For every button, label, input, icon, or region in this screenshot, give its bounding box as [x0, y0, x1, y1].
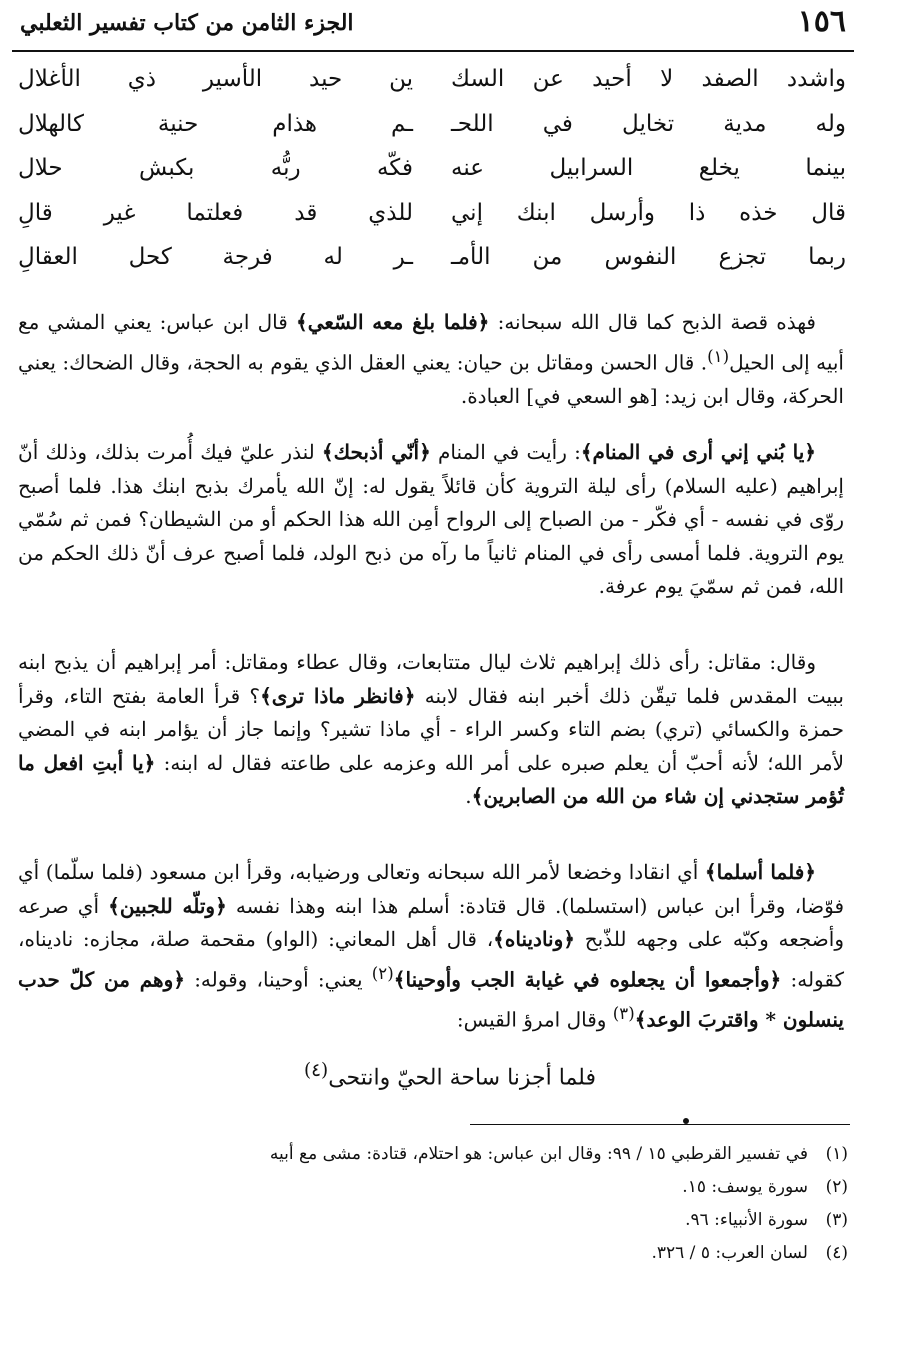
text-run: فهذه قصة الذبح كما قال الله سبحانه: — [489, 310, 816, 334]
verse-first-hemistich: قال خذه ذا وأرسل ابنك إني — [451, 199, 846, 226]
text-run: أي صرعه وأضجعه وكبّه على وجهه للذّبح — [18, 893, 844, 951]
text-run: لنذر عليّ فيك أُمرت بذلك، وذلك أنّ إبراهيم (عليه السلام) رأى ليلة التروية كأن قائلاً يقول له: إنّ الله يأمرك بذبح ابنك هذا. فلما أصبح روّى في نفسه - أي فكّر - من الصباح إلى الرواح أمِن الله هذا الحكم أو من الشيطان؟ فمن ثم سُمّي يوم التروية. فلما أمسى رأى في المنام ثانياً ما رآه من ذبح الولد، فلما أصبح عرف أنّ ذلك الحكم من الله، فمن ثم سمّيَ يوم عرفة. — [18, 440, 844, 598]
closing-verse-text: فلما أجزنا ساحة الحيّ وانتحى — [328, 1065, 596, 1091]
footnote-text: سورة يوسف: ١٥. — [682, 1177, 808, 1197]
paragraph-3 — [18, 646, 844, 814]
closing-verse — [200, 1060, 700, 1090]
text-run: ، قال أهل المعاني: (الواو) مقحمة صلة، مجازه: ناديناه، كقوله: — [18, 927, 845, 992]
verse-second-hemistich: ـم هذام حنية كالهلال — [18, 110, 413, 137]
quran-quote: ﴿فانظر ماذا ترى﴾ — [260, 683, 416, 708]
footnote-separator — [470, 1124, 850, 1125]
quran-quote: ﴿وهم من كلّ حدب ينسلون * واقتربَ الوعد﴾ — [18, 967, 844, 1032]
verse-second-hemistich: فكّه ربُّه بكبش حلال — [18, 155, 413, 181]
verse-second-hemistich: ـر له فرجة كحل العقالِ — [18, 244, 413, 270]
paragraph-4 — [18, 856, 844, 1037]
verse-first-hemistich: بينما يخلع السرابيل عنه — [451, 155, 846, 181]
paragraph-2 — [18, 436, 844, 604]
footnote-item — [20, 1204, 848, 1237]
quran-quote: ﴿وأجمعوا أن يجعلوه في غيابة الجب وأوحينا﴾ — [393, 967, 782, 992]
text-run: : رأيت في المنام — [430, 440, 581, 464]
footnote-ref: (٤) — [304, 1060, 329, 1081]
footnote-text: سورة الأنبياء: ٩٦. — [685, 1210, 808, 1230]
footnote-ref: (٣) — [612, 1003, 635, 1023]
quran-quote: ﴿وتلّه للجبين﴾ — [108, 893, 227, 918]
verse-first-hemistich: وله مدية تخايل في اللحـ — [451, 110, 846, 137]
verse-second-hemistich: للذي قد فعلتما غير قالِ — [18, 199, 413, 226]
quran-quote: ﴿يا أبتِ افعل ما تُؤمر ستجدني إن شاء من الله من الصابرين﴾ — [18, 750, 844, 808]
footnote-item — [20, 1237, 848, 1270]
text-run: وقال امرؤ القيس: — [456, 1007, 613, 1032]
quran-quote: ﴿وناديناه﴾ — [493, 927, 575, 951]
running-title: الجزء الثامن من كتاب تفسير الثعلبي — [20, 10, 354, 36]
footnote-text: في تفسير القرطبي ١٥ / ٩٩: وقال ابن عباس: هو احتلام، قتادة: مشى مع أبيه — [269, 1144, 808, 1164]
footnote-ref: (١) — [707, 346, 730, 366]
quran-quote: ﴿فلما أسلما﴾ — [704, 860, 816, 884]
text-run: وقال: مقاتل: رأى ذلك إبراهيم ثلاث ليال متتابعات، وقال عطاء ومقاتل: أمر إبراهيم أن يذبح ابنه ببيت المقدس فلما تيقّن ذلك أخبر ابنه فقال لابنه — [18, 650, 844, 708]
poem-verses — [12, 62, 854, 285]
verse-line — [12, 107, 854, 152]
quran-quote: ﴿يا بُني إني أرى في المنام﴾ — [580, 440, 816, 464]
footnote-number: (١) — [825, 1144, 848, 1164]
verse-line — [12, 151, 854, 196]
text-run: ؟ قرأ العامة بفتح التاء، وقرأ حمزة والكسائي (تري) بضم التاء وكسر الراء - أي ماذا تشير؟ وإنما جاز أن يؤامر ابنه في المضي لأمر الله؛ لأنه أحبّ أن يعلم صبره على أمر الله وعزمه على طاعته فقال له ابنه: — [18, 683, 845, 775]
footnote-item — [20, 1171, 848, 1204]
page-number: ١٥٦ — [797, 4, 846, 39]
quran-quote: ﴿فلما بلغ معه السّعي﴾ — [295, 310, 490, 334]
footnote-number: (٢) — [825, 1177, 848, 1197]
verse-line — [12, 62, 854, 107]
footnote-number: (٣) — [825, 1210, 848, 1230]
text-run: . قال الحسن ومقاتل بن حيان: يعني العقل الذي يقوم به الحجة، وقال الضحاك: يعني الحركة، وقال ابن زيد: [هو السعي في] العبادة. — [18, 350, 844, 408]
verse-line — [12, 240, 854, 285]
footnotes — [20, 1138, 848, 1270]
verse-line — [12, 196, 854, 241]
page-header — [12, 0, 854, 52]
text-run: . — [465, 784, 472, 808]
text-run: قال ابن عباس: يعني المشي مع أبيه إلى الحيل — [18, 310, 844, 375]
text-run: أي انقادا وخضعا لأمر الله سبحانه وتعالى ورضيابه، وقرأ ابن مسعود (فلما سلّما) أي فوّضا، وقرأ ابن عباس (استسلما). قال قتادة: أسلم هذا ابنه وهذا نفسه — [18, 860, 844, 918]
paragraph-1 — [18, 306, 844, 413]
footnote-ref: (٢) — [371, 963, 394, 983]
quran-quote: ﴿أنّي أذبحك﴾ — [321, 440, 431, 464]
verse-first-hemistich: ربما تجزع النفوس من الأمـ — [451, 244, 846, 270]
footnote-item — [20, 1138, 848, 1171]
text-run: يعني: أوحينا، وقوله: — [184, 967, 372, 992]
footnote-number: (٤) — [825, 1243, 848, 1263]
footnote-text: لسان العرب: ٥ / ٣٢٦. — [651, 1243, 808, 1263]
verse-first-hemistich: واشدد الصفد لا أحيد عن السك — [451, 66, 846, 92]
verse-second-hemistich: ين حيد الأسير ذي الأغلال — [18, 66, 413, 92]
